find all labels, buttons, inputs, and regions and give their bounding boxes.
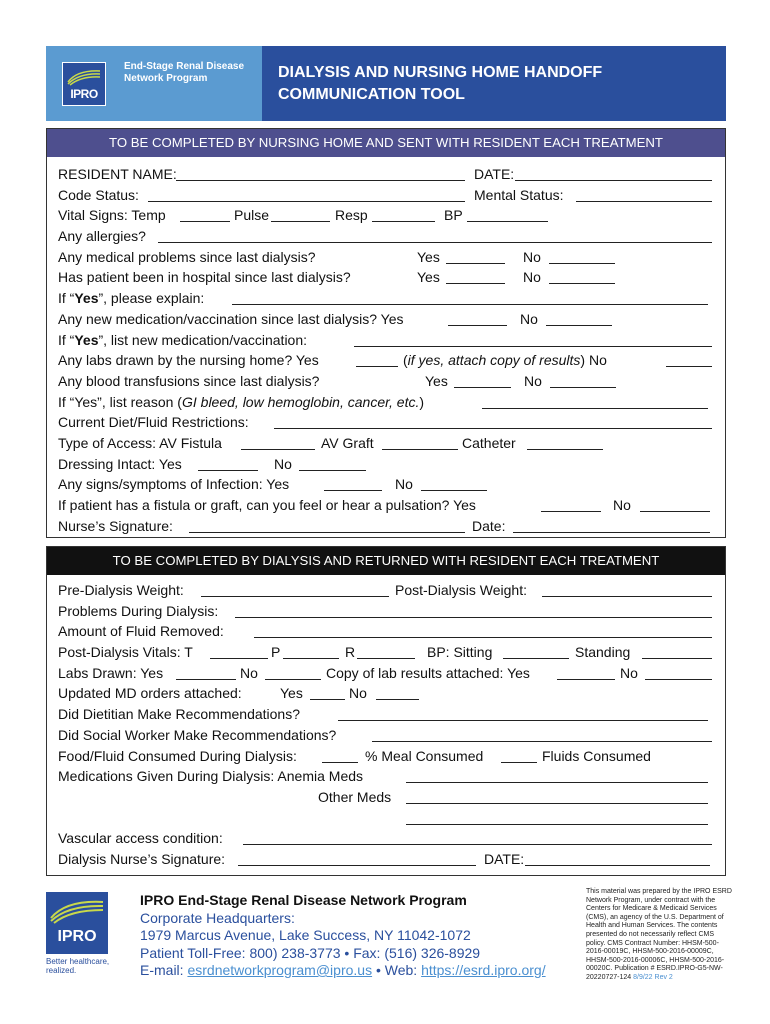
revision-label: 8/9/22 Rev 2 <box>633 973 673 981</box>
explain-suffix: ”, please explain: <box>98 290 205 307</box>
list-med-suffix: ”, list new medication/vaccination: <box>98 331 308 348</box>
meal-consumed-label: % Meal Consumed <box>365 747 484 764</box>
title-line-1: DIALYSIS AND NURSING HOME HANDOFF <box>278 64 603 81</box>
medical-problems-yes-field[interactable] <box>446 263 505 264</box>
standing-field[interactable] <box>642 658 712 659</box>
list-reason-italic: GI bleed, low hemoglobin, cancer, etc. <box>181 393 420 410</box>
dialysis-nurse-signature-field[interactable] <box>238 865 476 866</box>
pre-weight-label: Pre-Dialysis Weight: <box>58 582 184 598</box>
explain-field[interactable] <box>232 304 708 305</box>
yes-bold: Yes <box>74 331 99 348</box>
mental-status-label: Mental Status: <box>474 186 564 203</box>
labs-drawn-yes-field[interactable] <box>356 366 398 367</box>
no-label: No <box>520 310 538 327</box>
dialysis-fields <box>58 580 718 870</box>
form-row <box>58 495 718 516</box>
md-orders-no-field[interactable] <box>376 699 419 700</box>
other-meds-field[interactable] <box>406 803 708 804</box>
post-vitals-r-field[interactable] <box>357 658 415 659</box>
form-row <box>58 766 718 787</box>
code-status-field[interactable] <box>148 201 465 202</box>
labs-drawn-no-field[interactable] <box>666 366 712 367</box>
transfusions-no-field[interactable] <box>550 387 616 388</box>
form-row <box>58 267 718 288</box>
date-label: DATE: <box>474 166 515 182</box>
food-fluid-label: Food/Fluid Consumed During Dialysis: <box>58 747 297 764</box>
social-worker-label: Did Social Worker Make Recommendations? <box>58 726 337 743</box>
allergies-field[interactable] <box>158 242 712 243</box>
new-med-no-field[interactable] <box>546 325 612 326</box>
labs-yes-field[interactable] <box>176 679 236 680</box>
web-link[interactable]: https://esrd.ipro.org/ <box>421 962 546 978</box>
diet-field[interactable] <box>274 428 712 429</box>
bp-label: BP <box>444 207 463 224</box>
vascular-label: Vascular access condition: <box>58 830 223 847</box>
page-title <box>262 46 726 121</box>
form-row <box>58 601 718 622</box>
tagline-line-2: realized. <box>46 966 77 975</box>
pulsation-no-field[interactable] <box>640 511 710 512</box>
infection-yes-field[interactable] <box>324 490 382 491</box>
transfusions-label: Any blood transfusions since last dialysis? <box>58 372 320 389</box>
disclaimer-text: This material was prepared by the IPRO ESRD Network Program, under contract with the Centers for Medicare & Medicaid Services (CMS), an agency of the U.S. Department of Health and Human Services. The contents presented do not necessarily reflect CMS policy. CMS Contract Number: HHSM-500-2016-00019C, HHSM-500-2016-00009C, HHSM-500-2016-00006C, HHSM-500-2016-00020C. Publication # ESRD.IPRO-G5-NW-20220727-124 <box>586 888 732 981</box>
post-vitals-t-field[interactable] <box>210 658 268 659</box>
form-row <box>58 454 718 475</box>
av-graft-label: AV Graft <box>321 434 374 451</box>
labs-yes-label: Labs Drawn: Yes <box>58 664 164 681</box>
list-med-field[interactable] <box>354 346 712 347</box>
copy-labs-label: Copy of lab results attached: Yes <box>326 664 530 681</box>
no-label: No <box>523 248 541 265</box>
tagline-line-1: Better healthcare, <box>46 957 110 966</box>
anemia-meds-field[interactable] <box>406 782 708 783</box>
brand-line-2: Network Program <box>124 73 208 84</box>
dialysis-nurse-signature-label: Dialysis Nurse’s Signature: <box>58 850 226 867</box>
list-reason-field[interactable] <box>482 408 708 409</box>
resident-name-field[interactable] <box>176 180 465 181</box>
dressing-no-field[interactable] <box>299 470 366 471</box>
list-reason-suffix: ) <box>419 393 425 410</box>
dressing-yes-field[interactable] <box>198 470 258 471</box>
form-row <box>58 309 718 330</box>
footer-address: 1979 Marcus Avenue, Lake Success, NY 11042-1072 <box>140 927 471 943</box>
form-row <box>58 371 718 392</box>
footer-logo <box>46 892 118 980</box>
temp-label: Vital Signs: Temp <box>58 207 166 224</box>
code-status-label: Code Status: <box>58 186 139 203</box>
form-row <box>58 580 718 601</box>
form-row <box>58 330 718 351</box>
post-weight-field[interactable] <box>542 596 712 597</box>
no-label: No <box>613 497 631 513</box>
nurse-signature-label: Nurse’s Signature: <box>58 517 173 534</box>
no-label: No <box>523 269 541 286</box>
vascular-field[interactable] <box>243 844 712 845</box>
pulse-field[interactable] <box>271 221 330 222</box>
other-meds-field-2[interactable] <box>406 824 708 825</box>
form-row <box>58 185 718 206</box>
diet-label: Current Diet/Fluid Restrictions: <box>58 414 249 431</box>
list-med-label <box>58 330 307 350</box>
list-reason-label <box>58 392 424 412</box>
hospital-label: Has patient been in hospital since last dialysis? <box>58 269 351 286</box>
email-label: E-mail: <box>140 962 188 978</box>
resp-field[interactable] <box>372 221 435 222</box>
hospital-yes-field[interactable] <box>446 283 505 284</box>
email-link[interactable]: esrdnetworkprogram@ipro.us <box>187 962 373 978</box>
date-field[interactable] <box>515 180 712 181</box>
md-orders-yes-field[interactable] <box>310 699 345 700</box>
footer-title: IPRO End-Stage Renal Disease Network Program <box>140 892 467 908</box>
web-label: • Web: <box>372 962 422 978</box>
no-label: No <box>274 455 292 472</box>
form-row <box>58 642 718 663</box>
date-label: Date: <box>472 517 506 534</box>
fluid-removed-label: Amount of Fluid Removed: <box>58 623 224 640</box>
yes-label: Yes <box>280 685 303 702</box>
nursing-home-fields <box>58 164 718 536</box>
resp-label: Resp <box>335 207 368 224</box>
post-vitals-r-label: R <box>345 644 356 661</box>
fluid-removed-field[interactable] <box>254 637 712 638</box>
no-label: No <box>524 372 542 389</box>
infection-no-field[interactable] <box>421 490 487 491</box>
form-row <box>58 164 718 185</box>
infection-label: Any signs/symptoms of Infection: Yes <box>58 476 290 493</box>
form-row <box>58 205 718 226</box>
md-orders-label: Updated MD orders attached: <box>58 685 242 702</box>
other-meds-label: Other Meds <box>318 788 392 805</box>
yes-bold: Yes <box>74 290 99 307</box>
if-prefix: If “ <box>58 331 75 348</box>
form-row <box>58 350 718 371</box>
footer-hq: Corporate Headquarters: <box>140 909 295 926</box>
dialysis-date-field[interactable] <box>525 865 710 866</box>
date-label: DATE: <box>484 850 525 867</box>
temp-field[interactable] <box>180 221 230 222</box>
av-graft-field[interactable] <box>382 449 458 450</box>
post-vitals-p-field[interactable] <box>283 658 339 659</box>
access-label: Type of Access: AV Fistula <box>58 434 222 451</box>
form-row <box>58 725 718 746</box>
catheter-label: Catheter <box>462 434 516 451</box>
new-med-label: Any new medication/vaccination since last dialysis? Yes <box>58 310 404 327</box>
section-1-header: TO BE COMPLETED BY NURSING HOME AND SENT WITH RESIDENT EACH TREATMENT <box>47 129 725 157</box>
copy-labs-no-field[interactable] <box>645 679 712 680</box>
footer-phone: Patient Toll-Free: 800) 238-3773 • Fax: (516) 326-8929 <box>140 944 481 961</box>
av-fistula-field[interactable] <box>241 449 315 450</box>
logo-text: IPRO <box>70 87 98 101</box>
medical-problems-no-field[interactable] <box>549 263 615 264</box>
footer-links <box>140 962 546 980</box>
form-row <box>58 288 718 309</box>
no-label: No <box>620 664 638 681</box>
form-row <box>58 516 718 537</box>
hospital-no-field[interactable] <box>549 283 615 284</box>
form-row <box>58 663 718 684</box>
standing-label: Standing <box>575 644 631 661</box>
wave-icon <box>50 898 104 924</box>
problems-label: Problems During Dialysis: <box>58 602 219 619</box>
bp-sitting-label: BP: Sitting <box>427 644 493 661</box>
post-vitals-t-label: Post-Dialysis Vitals: T <box>58 644 193 661</box>
if-prefix: If “ <box>58 290 75 307</box>
disclaimer <box>586 888 732 983</box>
yes-label: Yes <box>425 372 448 389</box>
no-label: No <box>395 476 413 493</box>
bp-sitting-field[interactable] <box>503 658 569 659</box>
form-row <box>58 828 718 849</box>
form-row <box>58 808 718 829</box>
nurse-signature-field[interactable] <box>189 532 465 533</box>
copy-labs-yes-field[interactable] <box>557 679 615 680</box>
labs-attach-italic: if yes, attach copy of results <box>407 352 581 369</box>
labs-drawn-label: Any labs drawn by the nursing home? Yes <box>58 352 319 369</box>
no-label: No <box>240 664 258 681</box>
footer-contact <box>140 892 546 980</box>
brand-line-1: End-Stage Renal Disease <box>124 61 245 72</box>
pulsation-yes-field[interactable] <box>541 511 601 512</box>
form-row <box>58 226 718 247</box>
list-reason-prefix: If “Yes”, list reason ( <box>58 393 182 410</box>
dietitian-field[interactable] <box>338 720 708 721</box>
problems-field[interactable] <box>235 617 712 618</box>
pulsation-label: If patient has a fistula or graft, can you feel or hear a pulsation? Yes <box>58 497 476 513</box>
catheter-field[interactable] <box>527 449 603 450</box>
social-worker-field[interactable] <box>372 741 712 742</box>
resident-name-label: RESIDENT NAME: <box>58 166 177 182</box>
nurse-date-field[interactable] <box>513 532 710 533</box>
form-row <box>58 247 718 268</box>
no-label: No <box>588 352 607 369</box>
dietitian-label: Did Dietitian Make Recommendations? <box>58 706 300 723</box>
form-row <box>58 746 718 767</box>
labs-attach-label: (if yes, attach copy of results) No <box>403 352 607 369</box>
section-2-header: TO BE COMPLETED BY DIALYSIS AND RETURNED WITH RESIDENT EACH TREATMENT <box>47 547 725 575</box>
form-row <box>58 787 718 808</box>
ipro-logo <box>46 892 108 954</box>
form-row <box>58 412 718 433</box>
new-med-yes-field[interactable] <box>448 325 507 326</box>
ipro-logo <box>62 62 106 106</box>
bp-field[interactable] <box>467 221 548 222</box>
form-row <box>58 849 718 870</box>
title-line-2: COMMUNICATION TOOL <box>278 86 465 103</box>
brand-block <box>46 46 262 121</box>
header <box>46 46 726 121</box>
medical-problems-label: Any medical problems since last dialysis? <box>58 248 316 265</box>
yes-label: Yes <box>417 269 440 286</box>
pre-weight-field[interactable] <box>201 596 389 597</box>
allergies-label: Any allergies? <box>58 228 146 245</box>
transfusions-yes-field[interactable] <box>454 387 511 388</box>
form-row <box>58 433 718 454</box>
form-row <box>58 392 718 413</box>
pulse-label: Pulse <box>234 207 270 224</box>
food-fluid-field[interactable] <box>322 762 358 763</box>
explain-label <box>58 288 204 308</box>
brand-name <box>124 61 244 85</box>
post-weight-label: Post-Dialysis Weight: <box>395 582 528 598</box>
meds-given-label: Medications Given During Dialysis: Anemia Meds <box>58 768 364 785</box>
post-vitals-p-label: P <box>271 644 281 661</box>
meal-consumed-field[interactable] <box>501 762 537 763</box>
fluids-consumed-label: Fluids Consumed <box>542 747 651 764</box>
mental-status-field[interactable] <box>576 201 712 202</box>
dressing-label: Dressing Intact: Yes <box>58 455 182 472</box>
form-row <box>58 704 718 725</box>
yes-label: Yes <box>417 248 440 265</box>
tagline <box>46 957 118 975</box>
wave-icon <box>67 68 101 86</box>
labs-no-field[interactable] <box>265 679 321 680</box>
no-label: No <box>349 685 367 702</box>
form-row <box>58 683 718 704</box>
form-row <box>58 621 718 642</box>
logo-text: IPRO <box>57 928 97 945</box>
form-row <box>58 474 718 495</box>
